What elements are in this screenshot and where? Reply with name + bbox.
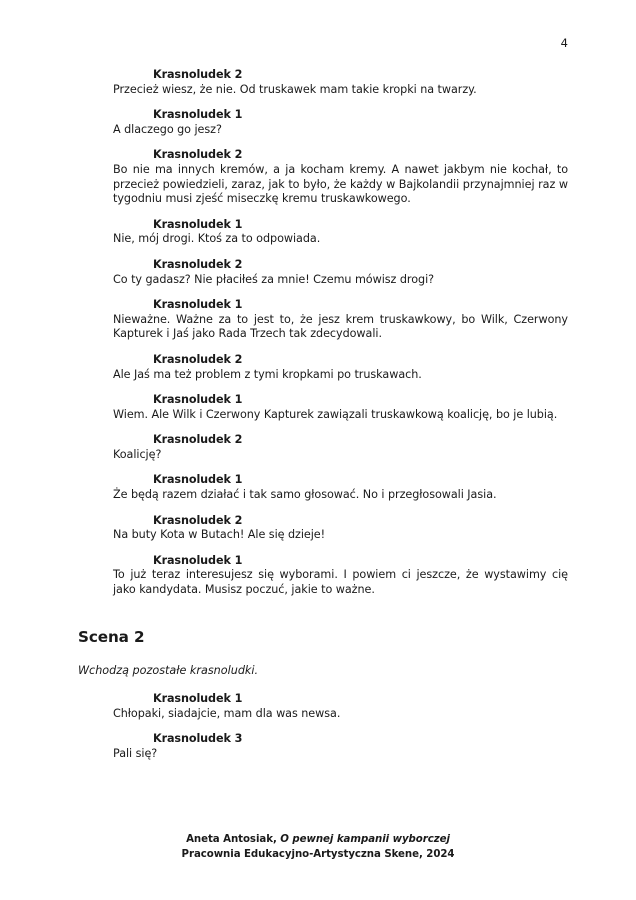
stage-direction: Wchodzą pozostałe krasnoludki. [78,663,259,677]
speaker-name: Krasnoludek 1 [153,298,243,312]
dialogue-block [78,554,568,598]
page-footer [0,833,636,862]
footer-work-title: O pewnej kampanii wyborczej [280,834,450,845]
speaker-name: Krasnoludek 1 [153,473,243,487]
dialogue-text: Koalicję? [113,447,162,461]
dialogue-text: Nieważne. Ważne za to jest to, że jesz krem truskawkowy, bo Wilk, Czerwony Kapturek i Jaś jako Rada Trzech tak zdecydowali. [113,312,568,341]
dialogue-block [78,68,568,97]
dialogue-text: Że będą razem działać i tak samo głosować. No i przegłosowali Jasia. [113,488,497,502]
page-content [78,68,568,773]
dialogue-text: Przecież wiesz, że nie. Od truskawek mam takie kropki na twarzy. [113,82,477,96]
dialogue-block [78,298,568,342]
dialogue-text: Ale Jaś ma też problem z tymi kropkami po truskawach. [113,367,422,381]
scene-heading: Scena 2 [78,627,145,646]
speaker-name: Krasnoludek 2 [153,433,243,447]
page-number: 4 [560,36,568,50]
speaker-name: Krasnoludek 1 [153,217,243,231]
footer-author: Aneta Antosiak, [186,834,277,845]
dialogue-text: To już teraz interesujesz się wyborami. I powiem ci jeszcze, że wystawimy cię jako kandydata. Musisz poczuć, jakie to ważne. [113,568,568,597]
speaker-name: Krasnoludek 1 [153,553,243,567]
speaker-name: Krasnoludek 2 [153,257,243,271]
dialogue-text: Pali się? [113,747,158,760]
speaker-name: Krasnoludek 2 [153,148,243,162]
dialogue-text: A dlaczego go jesz? [113,122,222,136]
dialogue-block [78,732,568,761]
footer-line-author [0,833,636,848]
dialogue-list-bottom [78,692,568,761]
dialogue-list-top [78,68,568,598]
footer-publisher: Pracownia Edukacyjno-Artystyczna Skene, 2024 [181,848,455,860]
dialogue-text: Na buty Kota w Butach! Ale się dzieje! [113,528,326,542]
dialogue-block [78,108,568,137]
dialogue-text: Nie, mój drogi. Ktoś za to odpowiada. [113,232,321,246]
speaker-name: Krasnoludek 3 [153,732,243,746]
dialogue-text: Wiem. Ale Wilk i Czerwony Kapturek zawiązali truskawkową koalicję, bo je lubią. [113,407,558,421]
dialogue-block [78,393,568,422]
speaker-name: Krasnoludek 2 [153,513,243,527]
dialogue-block [78,433,568,462]
speaker-name: Krasnoludek 1 [153,692,243,706]
dialogue-block [78,473,568,502]
dialogue-block [78,692,568,721]
dialogue-block [78,258,568,287]
speaker-name: Krasnoludek 1 [153,393,243,407]
dialogue-block [78,514,568,543]
dialogue-text: Bo nie ma innych kremów, a ja kocham kremy. A nawet jakbym nie kochał, to przecież powiedzieli, zaraz, jak to było, że każdy w Bajkolandii przynajmniej raz w tygodniu musi zjeść miseczkę kremu truskawkowego. [113,162,568,206]
speaker-name: Krasnoludek 1 [153,108,243,122]
dialogue-block [78,218,568,247]
dialogue-block [78,148,568,206]
speaker-name: Krasnoludek 2 [153,352,243,366]
dialogue-text: Chłopaki, siadajcie, mam dla was newsa. [113,706,341,720]
dialogue-block [78,353,568,382]
speaker-name: Krasnoludek 2 [153,68,243,81]
dialogue-text: Co ty gadasz? Nie płaciłeś za mnie! Czemu mówisz drogi? [113,272,435,286]
